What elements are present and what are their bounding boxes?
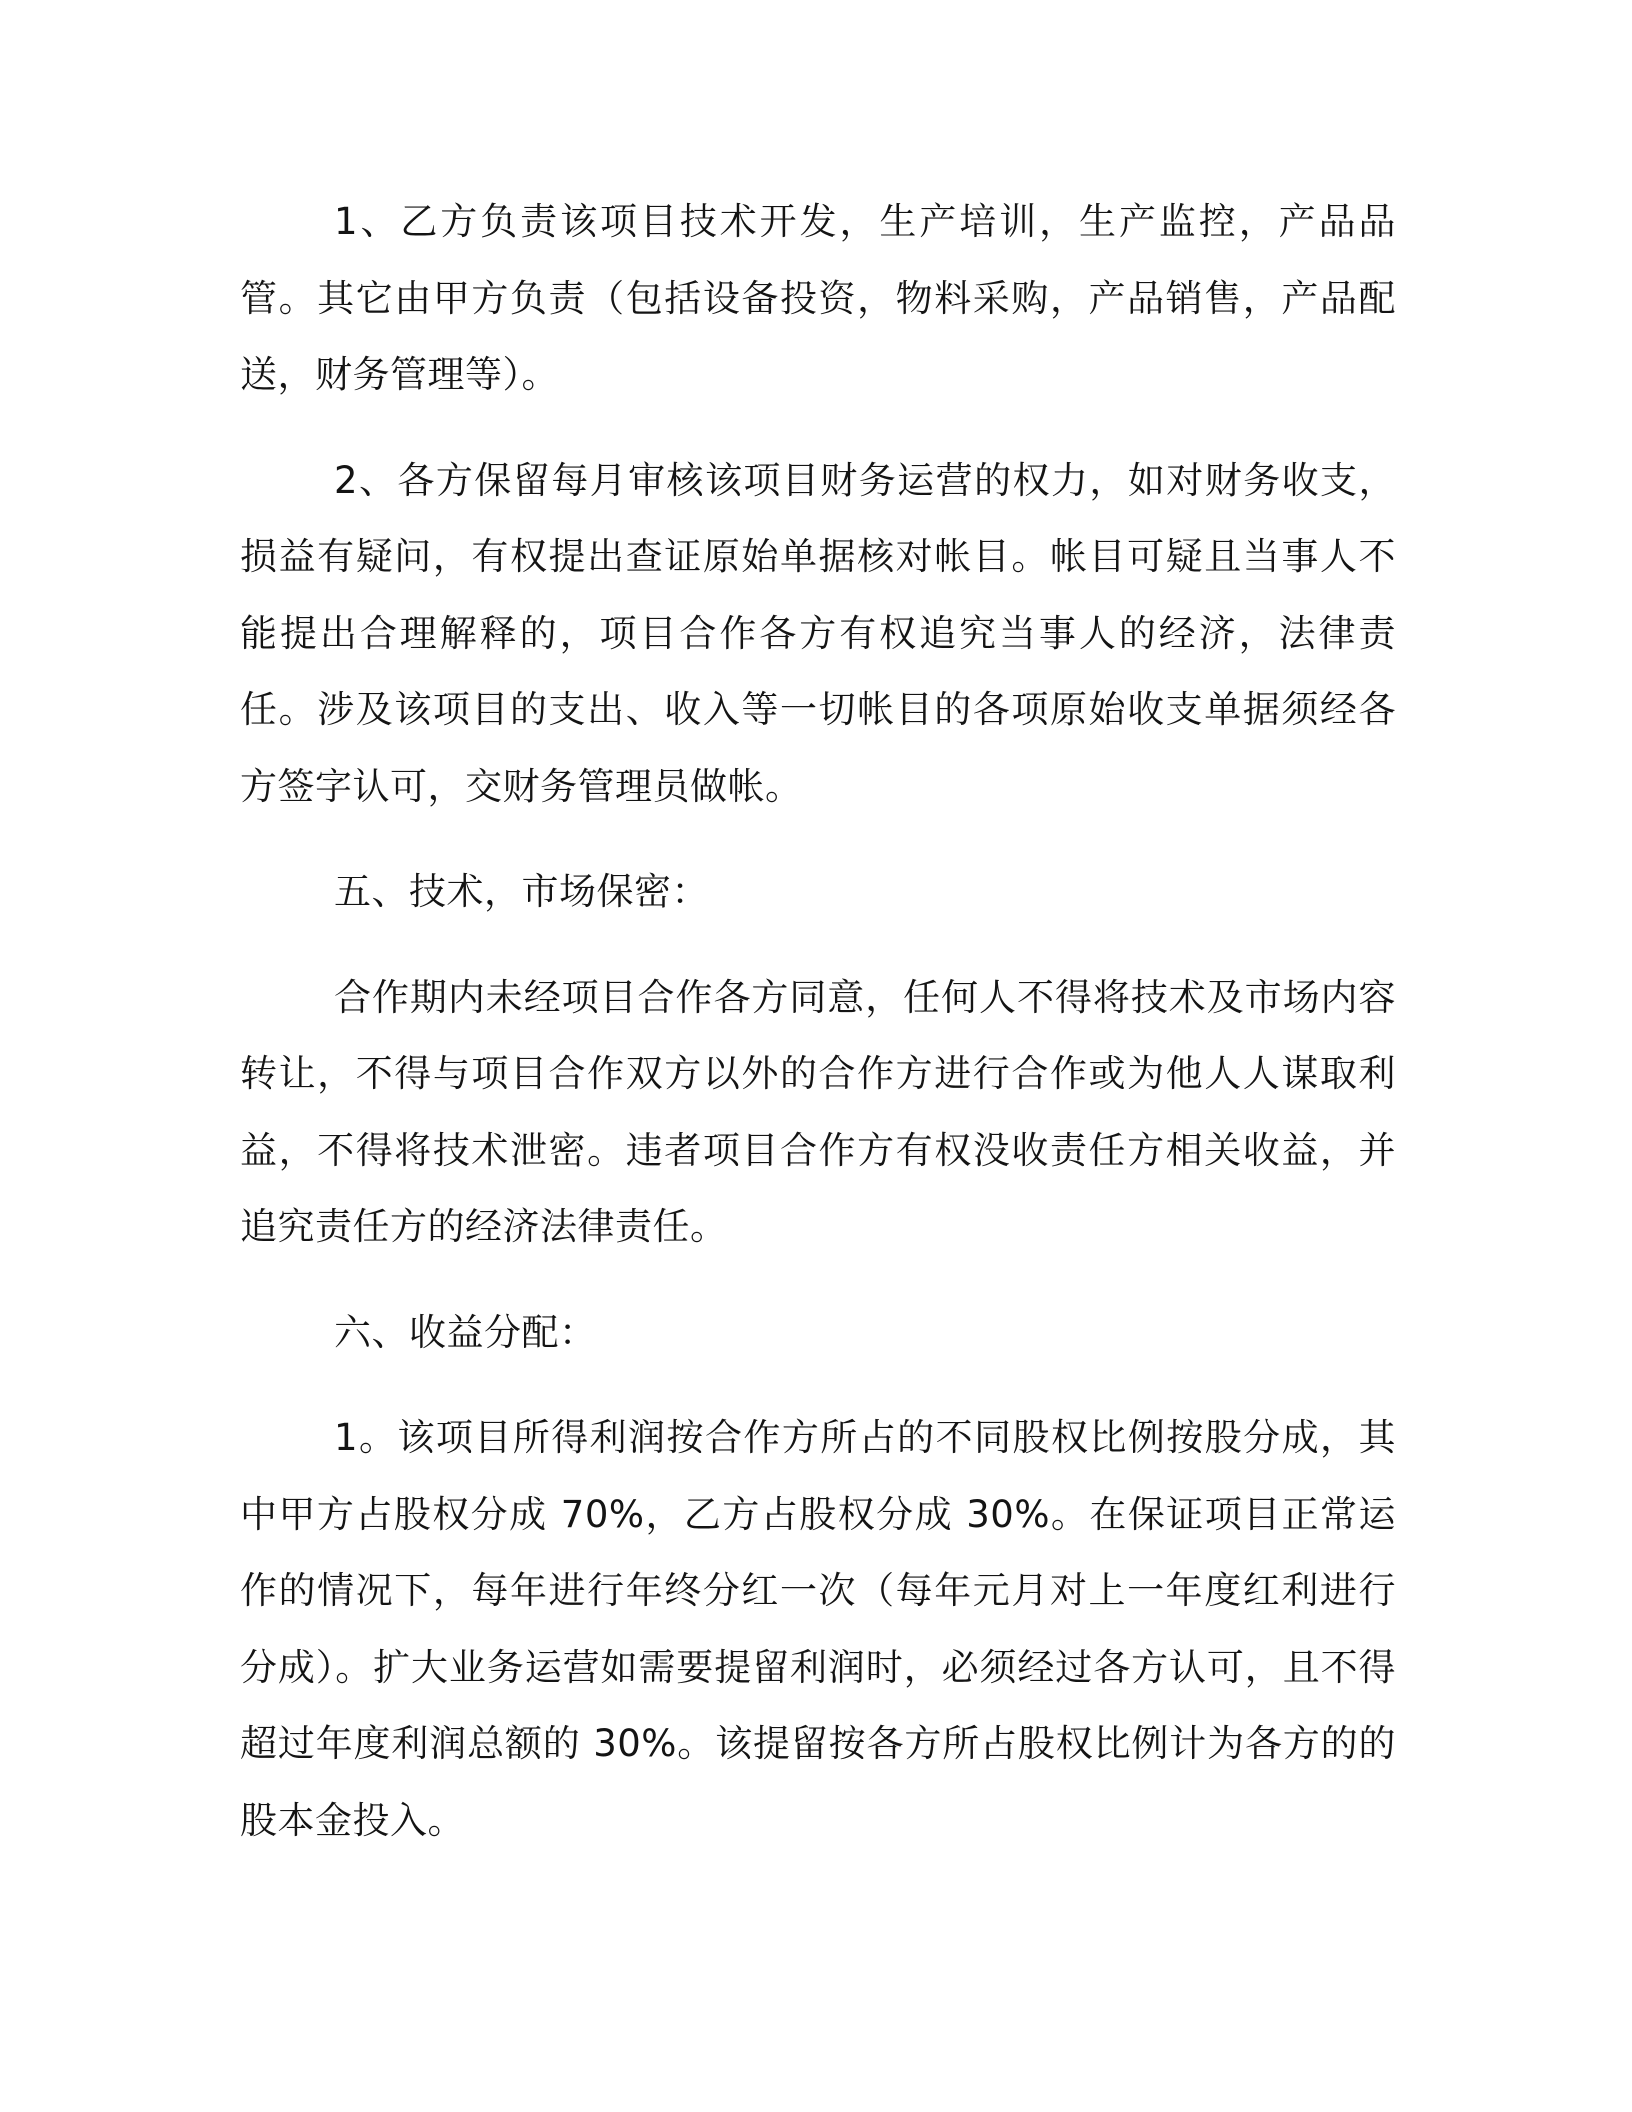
paragraph-clause-2: 2、各方保留每月审核该项目财务运营的权力，如对财务收支，损益有疑问，有权提出查证原始单据核对帐目。帐目可疑且当事人不能提出合理解释的，项目合作各方有权追究当事人的经济，法律责任。涉及该项目的支出、收入等一切帐目的各项原始收支单据须经各方签字认可，交财务管理员做帐。 bbox=[240, 458, 1396, 808]
paragraph-confidentiality: 合作期内未经项目合作各方同意，任何人不得将技术及市场内容转让，不得与项目合作双方以外的合作方进行合作或为他人人谋取利益，不得将技术泄密。违者项目合作方有权没收责任方相关收益，并追究责任方的经济法律责任。 bbox=[240, 975, 1396, 1248]
section-heading-profit-distribution: 六、收益分配： bbox=[334, 1310, 597, 1354]
paragraph-profit-1: 1。该项目所得利润按合作方所占的不同股权比例按股分成，其中甲方占股权分成 70%，乙方占股权分成 30%。在保证项目正常运作的情况下，每年进行年终分红一次（每年元月对上一年度红利进行分成）。扩大业务运营如需要提留利润时，必须经过各方认可，且不得超过年度利润总额的 30%。该提留按各方所占股权比例计为各方的的股本金投入。 bbox=[240, 1416, 1396, 1842]
document-body bbox=[240, 184, 1396, 1859]
paragraph-clause-1: 1、乙方负责该项目技术开发，生产培训，生产监控，产品品管。其它由甲方负责（包括设备投资，物料采购，产品销售，产品配送，财务管理等）。 bbox=[240, 200, 1396, 396]
section-heading-confidentiality: 五、技术，市场保密： bbox=[334, 870, 709, 913]
